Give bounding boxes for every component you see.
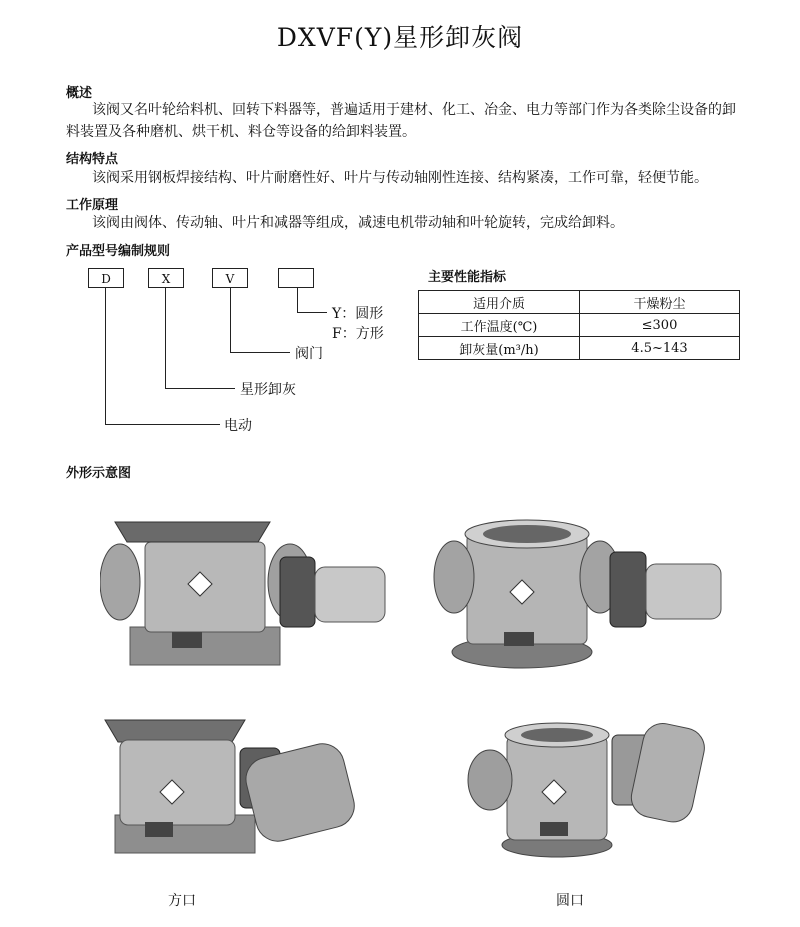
- spec-row: [419, 291, 740, 314]
- spec-value: 干燥粉尘: [580, 291, 740, 314]
- principle-line-1: 该阀由阀体、传动轴、叶片和减器等组成，减速电机带动轴和叶轮旋转，完成给卸料。: [92, 215, 624, 231]
- spec-heading: 主要性能指标: [428, 270, 507, 285]
- spec-key: 适用介质: [419, 291, 580, 314]
- connector-d: [105, 288, 106, 424]
- features-line-1: 该阀采用钢板焊接结构、叶片耐磨性好、叶片与传动轴刚性连接、结构紧凑，工作可靠，轻便节能。: [92, 170, 708, 186]
- principle-heading: 工作原理: [66, 198, 119, 213]
- connector-v: [230, 288, 231, 352]
- connector-x-h: [165, 388, 235, 389]
- model-box-blank: [278, 268, 314, 288]
- overview-line-1: 该阀又名叶轮给料机、回转下料器等，普遍适用于建材、化工、冶金、电力等部门作为各类除尘设备的卸: [92, 102, 736, 118]
- valve-photo-round-side: [462, 710, 712, 860]
- overview-heading: 概述: [66, 86, 93, 101]
- label-square: F：方形: [332, 326, 384, 342]
- label-star: 星形卸灰: [240, 382, 296, 398]
- connector-v-h: [230, 352, 290, 353]
- page-title: DXVF(Y)星形卸灰阀: [276, 23, 524, 52]
- label-valve: 阀门: [295, 346, 323, 362]
- spec-row: [419, 337, 740, 360]
- caption-round: 圆口: [556, 893, 584, 909]
- spec-value: ≤300: [580, 314, 740, 337]
- spec-table: [418, 290, 740, 360]
- model-box-x: X: [148, 268, 184, 288]
- model-heading: 产品型号编制规则: [66, 244, 171, 259]
- label-round: Y：圆形: [332, 306, 384, 322]
- label-electric: 电动: [224, 418, 252, 434]
- features-heading: 结构特点: [66, 152, 119, 167]
- valve-photo-square-front: [100, 512, 400, 672]
- caption-square: 方口: [168, 893, 196, 909]
- connector-y-h: [297, 312, 327, 313]
- spec-key: 工作温度(℃): [419, 314, 580, 337]
- overview-line-2: 料装置及各种磨机、烘干机、料仓等设备的给卸料装置。: [66, 124, 416, 140]
- connector-x: [165, 288, 166, 388]
- valve-photo-round-front: [432, 512, 732, 672]
- spec-value: 4.5~143: [580, 337, 740, 360]
- valve-photo-square-side: [100, 710, 360, 860]
- model-box-d: D: [88, 268, 124, 288]
- figure-heading: 外形示意图: [66, 466, 132, 481]
- connector-y: [297, 288, 298, 312]
- model-box-v: V: [212, 268, 248, 288]
- connector-d-h: [105, 424, 220, 425]
- spec-key: 卸灰量(m³/h): [419, 337, 580, 360]
- spec-row: [419, 314, 740, 337]
